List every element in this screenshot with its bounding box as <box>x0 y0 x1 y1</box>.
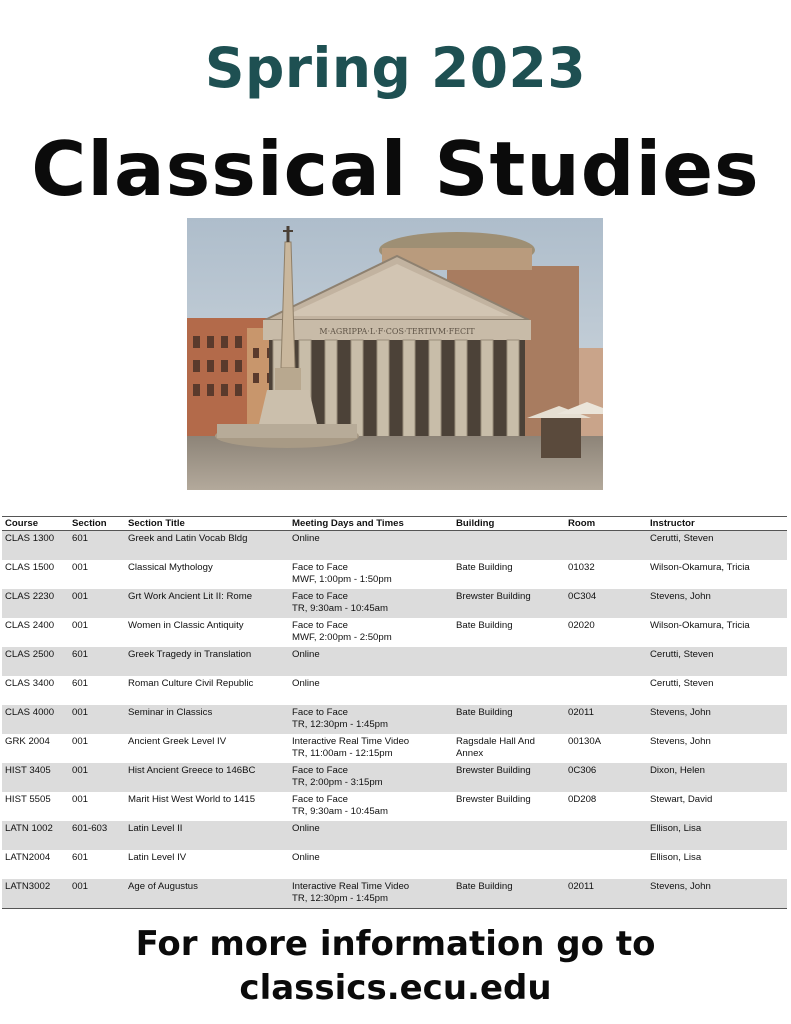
room-room-text: 02011 <box>568 707 594 718</box>
building-cell <box>453 618 565 647</box>
instructor-instructor-text: Dixon, Helen <box>650 765 705 776</box>
section-title-title-text: Latin Level IV <box>128 852 187 863</box>
section-section-text: 001 <box>72 562 89 573</box>
meeting-times-text: TR, 11:00am - 12:15pm <box>292 748 393 759</box>
section-section-text: 601-603 <box>72 823 108 834</box>
room-room-text: 00130A <box>568 736 602 747</box>
section-cell <box>69 763 125 792</box>
section-title-title-text: Ancient Greek Level IV <box>128 736 227 747</box>
instructor-instructor-text: Wilson-Okamura, Tricia <box>650 562 750 573</box>
course-course-text: CLAS 2500 <box>5 649 55 660</box>
meeting-cell <box>289 734 453 763</box>
section-cell <box>69 850 125 879</box>
course-cell <box>2 647 69 676</box>
section-title-title-text: Greek and Latin Vocab Bldg <box>128 533 248 544</box>
column-header-room: Room <box>565 517 647 531</box>
building-building-text: Brewster Building <box>456 591 531 602</box>
section-section-text: 001 <box>72 794 89 805</box>
meeting-cell <box>289 879 453 909</box>
section-title-title-text: Classical Mythology <box>128 562 213 573</box>
meeting-mode-text: Face to Face <box>292 765 348 776</box>
meeting-mode-text: Face to Face <box>292 620 348 631</box>
instructor-cell <box>647 589 787 618</box>
room-room-text: 0C306 <box>568 765 597 776</box>
section-cell <box>69 705 125 734</box>
section-title-title-text: Marit Hist West World to 1415 <box>128 794 256 805</box>
section-cell <box>69 734 125 763</box>
course-cell <box>2 850 69 879</box>
instructor-instructor-text: Cerutti, Steven <box>650 533 714 544</box>
building-building-text: Bate Building <box>456 620 513 631</box>
course-course-text: CLAS 2230 <box>5 591 55 602</box>
section-cell <box>69 560 125 589</box>
column-header-meeting-times: Meeting Days and Times <box>289 517 453 531</box>
meeting-mode-text: Interactive Real Time Video <box>292 736 410 747</box>
meeting-mode-text: Face to Face <box>292 591 348 602</box>
building-cell <box>453 531 565 561</box>
room-room-text: 01032 <box>568 562 595 573</box>
meeting-times-text: TR, 2:00pm - 3:15pm <box>292 777 383 788</box>
table-row <box>2 705 787 734</box>
section-section-text: 001 <box>72 620 89 631</box>
section-title-title-text: Age of Augustus <box>128 881 198 892</box>
section-title-title-text: Greek Tragedy in Translation <box>128 649 252 660</box>
course-cell <box>2 676 69 705</box>
column-header-instructor: Instructor <box>647 517 787 531</box>
course-course-text: CLAS 3400 <box>5 678 55 689</box>
section-section-text: 001 <box>72 765 89 776</box>
instructor-cell <box>647 879 787 909</box>
course-cell <box>2 763 69 792</box>
meeting-cell <box>289 618 453 647</box>
section-title-cell <box>125 879 289 909</box>
instructor-instructor-text: Stewart, David <box>650 794 713 805</box>
section-cell <box>69 589 125 618</box>
section-title-title-text: Seminar in Classics <box>128 707 213 718</box>
meeting-cell <box>289 647 453 676</box>
section-title-cell <box>125 792 289 821</box>
room-cell <box>565 821 647 850</box>
meeting-mode-text: Online <box>292 823 320 834</box>
room-room-text: 0D208 <box>568 794 597 805</box>
room-cell <box>565 531 647 561</box>
course-course-text: CLAS 4000 <box>5 707 55 718</box>
section-title-cell <box>125 734 289 763</box>
room-cell <box>565 618 647 647</box>
section-title-cell <box>125 531 289 561</box>
course-course-text: LATN3002 <box>5 881 51 892</box>
meeting-mode-text: Face to Face <box>292 562 348 573</box>
room-room-text: 0C304 <box>568 591 597 602</box>
course-schedule-table <box>2 516 787 909</box>
building-building-text: Brewster Building <box>456 794 531 805</box>
room-cell <box>565 560 647 589</box>
room-cell <box>565 734 647 763</box>
section-cell <box>69 821 125 850</box>
section-section-text: 601 <box>72 649 89 660</box>
table-header-row <box>2 517 787 531</box>
meeting-mode-text: Online <box>292 852 320 863</box>
building-cell <box>453 763 565 792</box>
building-cell <box>453 676 565 705</box>
meeting-times-text: TR, 12:30pm - 1:45pm <box>292 719 388 730</box>
building-cell <box>453 589 565 618</box>
section-title-cell <box>125 676 289 705</box>
instructor-instructor-text: Ellison, Lisa <box>650 852 702 863</box>
section-cell <box>69 792 125 821</box>
building-building2-text: Annex <box>456 748 484 759</box>
instructor-cell <box>647 763 787 792</box>
instructor-cell <box>647 647 787 676</box>
course-course-text: LATN 1002 <box>5 823 53 834</box>
building-building-text: Brewster Building <box>456 765 531 776</box>
meeting-times-text: TR, 12:30pm - 1:45pm <box>292 893 388 904</box>
instructor-cell <box>647 531 787 561</box>
meeting-mode-text: Face to Face <box>292 707 348 718</box>
pantheon-photo <box>187 218 603 490</box>
course-cell <box>2 531 69 561</box>
section-title-cell <box>125 589 289 618</box>
course-cell <box>2 792 69 821</box>
meeting-cell <box>289 560 453 589</box>
table-row <box>2 821 787 850</box>
section-title-cell <box>125 821 289 850</box>
building-cell <box>453 705 565 734</box>
section-section-text: 001 <box>72 591 89 602</box>
section-title-cell <box>125 647 289 676</box>
column-header-building: Building <box>453 517 565 531</box>
table-body <box>2 531 787 909</box>
course-course-text: CLAS 1300 <box>5 533 55 544</box>
meeting-cell <box>289 850 453 879</box>
building-cell <box>453 647 565 676</box>
table-row <box>2 792 787 821</box>
building-cell <box>453 821 565 850</box>
section-cell <box>69 531 125 561</box>
room-cell <box>565 879 647 909</box>
meeting-cell <box>289 821 453 850</box>
room-room-text: 02020 <box>568 620 595 631</box>
meeting-mode-text: Online <box>292 678 320 689</box>
instructor-instructor-text: Stevens, John <box>650 881 711 892</box>
instructor-cell <box>647 792 787 821</box>
room-cell <box>565 647 647 676</box>
instructor-cell <box>647 676 787 705</box>
course-course-text: LATN2004 <box>5 852 51 863</box>
section-title-cell <box>125 705 289 734</box>
section-title-cell <box>125 850 289 879</box>
footer-info <box>0 922 791 1010</box>
course-cell <box>2 734 69 763</box>
room-cell <box>565 705 647 734</box>
table-row <box>2 560 787 589</box>
course-course-text: HIST 3405 <box>5 765 51 776</box>
course-cell <box>2 821 69 850</box>
section-cell <box>69 618 125 647</box>
instructor-cell <box>647 618 787 647</box>
room-cell <box>565 850 647 879</box>
course-cell <box>2 560 69 589</box>
room-room-text: 02011 <box>568 881 594 892</box>
table-row <box>2 879 787 909</box>
instructor-cell <box>647 850 787 879</box>
section-cell <box>69 647 125 676</box>
footer-website: classics.ecu.edu <box>239 968 552 1008</box>
section-section-text: 601 <box>72 533 89 544</box>
footer-line-1: For more information go to <box>135 924 656 964</box>
meeting-cell <box>289 676 453 705</box>
instructor-cell <box>647 734 787 763</box>
building-cell <box>453 560 565 589</box>
course-cell <box>2 879 69 909</box>
room-cell <box>565 676 647 705</box>
building-cell <box>453 792 565 821</box>
column-header-section-title: Section Title <box>125 517 289 531</box>
table-row <box>2 850 787 879</box>
column-header-section: Section <box>69 517 125 531</box>
section-section-text: 001 <box>72 736 89 747</box>
building-building-text: Bate Building <box>456 881 513 892</box>
table-row <box>2 763 787 792</box>
meeting-cell <box>289 589 453 618</box>
pantheon-icon <box>187 218 603 490</box>
course-course-text: CLAS 2400 <box>5 620 55 631</box>
course-cell <box>2 589 69 618</box>
instructor-cell <box>647 705 787 734</box>
building-building-text: Bate Building <box>456 562 513 573</box>
table-row <box>2 589 787 618</box>
section-section-text: 001 <box>72 707 89 718</box>
course-course-text: GRK 2004 <box>5 736 50 747</box>
building-cell <box>453 879 565 909</box>
meeting-times-text: MWF, 2:00pm - 2:50pm <box>292 632 392 643</box>
table-row <box>2 531 787 561</box>
instructor-cell <box>647 821 787 850</box>
instructor-instructor-text: Cerutti, Steven <box>650 649 714 660</box>
meeting-mode-text: Online <box>292 533 320 544</box>
table-row <box>2 647 787 676</box>
instructor-instructor-text: Stevens, John <box>650 707 711 718</box>
instructor-instructor-text: Stevens, John <box>650 736 711 747</box>
section-title-title-text: Latin Level II <box>128 823 183 834</box>
meeting-cell <box>289 792 453 821</box>
room-cell <box>565 589 647 618</box>
meeting-times-text: MWF, 1:00pm - 1:50pm <box>292 574 392 585</box>
section-title-cell <box>125 618 289 647</box>
instructor-cell <box>647 560 787 589</box>
course-course-text: CLAS 1500 <box>5 562 55 573</box>
section-title-title-text: Roman Culture Civil Republic <box>128 678 254 689</box>
meeting-cell <box>289 705 453 734</box>
room-cell <box>565 792 647 821</box>
course-cell <box>2 705 69 734</box>
building-cell <box>453 850 565 879</box>
table-row <box>2 676 787 705</box>
meeting-mode-text: Interactive Real Time Video <box>292 881 410 892</box>
meeting-times-text: TR, 9:30am - 10:45am <box>292 806 388 817</box>
section-title-title-text: Women in Classic Antiquity <box>128 620 244 631</box>
section-section-text: 001 <box>72 881 89 892</box>
table-row <box>2 734 787 763</box>
meeting-cell <box>289 531 453 561</box>
meeting-times-text: TR, 9:30am - 10:45am <box>292 603 388 614</box>
meeting-mode-text: Face to Face <box>292 794 348 805</box>
building-building-text: Bate Building <box>456 707 513 718</box>
meeting-cell <box>289 763 453 792</box>
section-title-cell <box>125 763 289 792</box>
room-cell <box>565 763 647 792</box>
building-cell <box>453 734 565 763</box>
building-building-text: Ragsdale Hall And <box>456 736 535 747</box>
inscription-text: M·AGRIPPA·L·F·COS·TERTIVM·FECIT <box>319 327 475 336</box>
course-course-text: HIST 5505 <box>5 794 51 805</box>
section-section-text: 601 <box>72 852 89 863</box>
section-title-title-text: Grt Work Ancient Lit II: Rome <box>128 591 253 602</box>
section-title-cell <box>125 560 289 589</box>
table-row <box>2 618 787 647</box>
instructor-instructor-text: Ellison, Lisa <box>650 823 702 834</box>
term-heading: Spring 2023 <box>204 36 587 100</box>
section-section-text: 601 <box>72 678 89 689</box>
section-title-title-text: Hist Ancient Greece to 146BC <box>128 765 256 776</box>
column-header-course: Course <box>2 517 69 531</box>
meeting-mode-text: Online <box>292 649 320 660</box>
instructor-instructor-text: Stevens, John <box>650 591 711 602</box>
section-cell <box>69 879 125 909</box>
instructor-instructor-text: Cerutti, Steven <box>650 678 714 689</box>
section-cell <box>69 676 125 705</box>
instructor-instructor-text: Wilson-Okamura, Tricia <box>650 620 750 631</box>
course-cell <box>2 618 69 647</box>
department-title: Classical Studies <box>31 125 760 213</box>
